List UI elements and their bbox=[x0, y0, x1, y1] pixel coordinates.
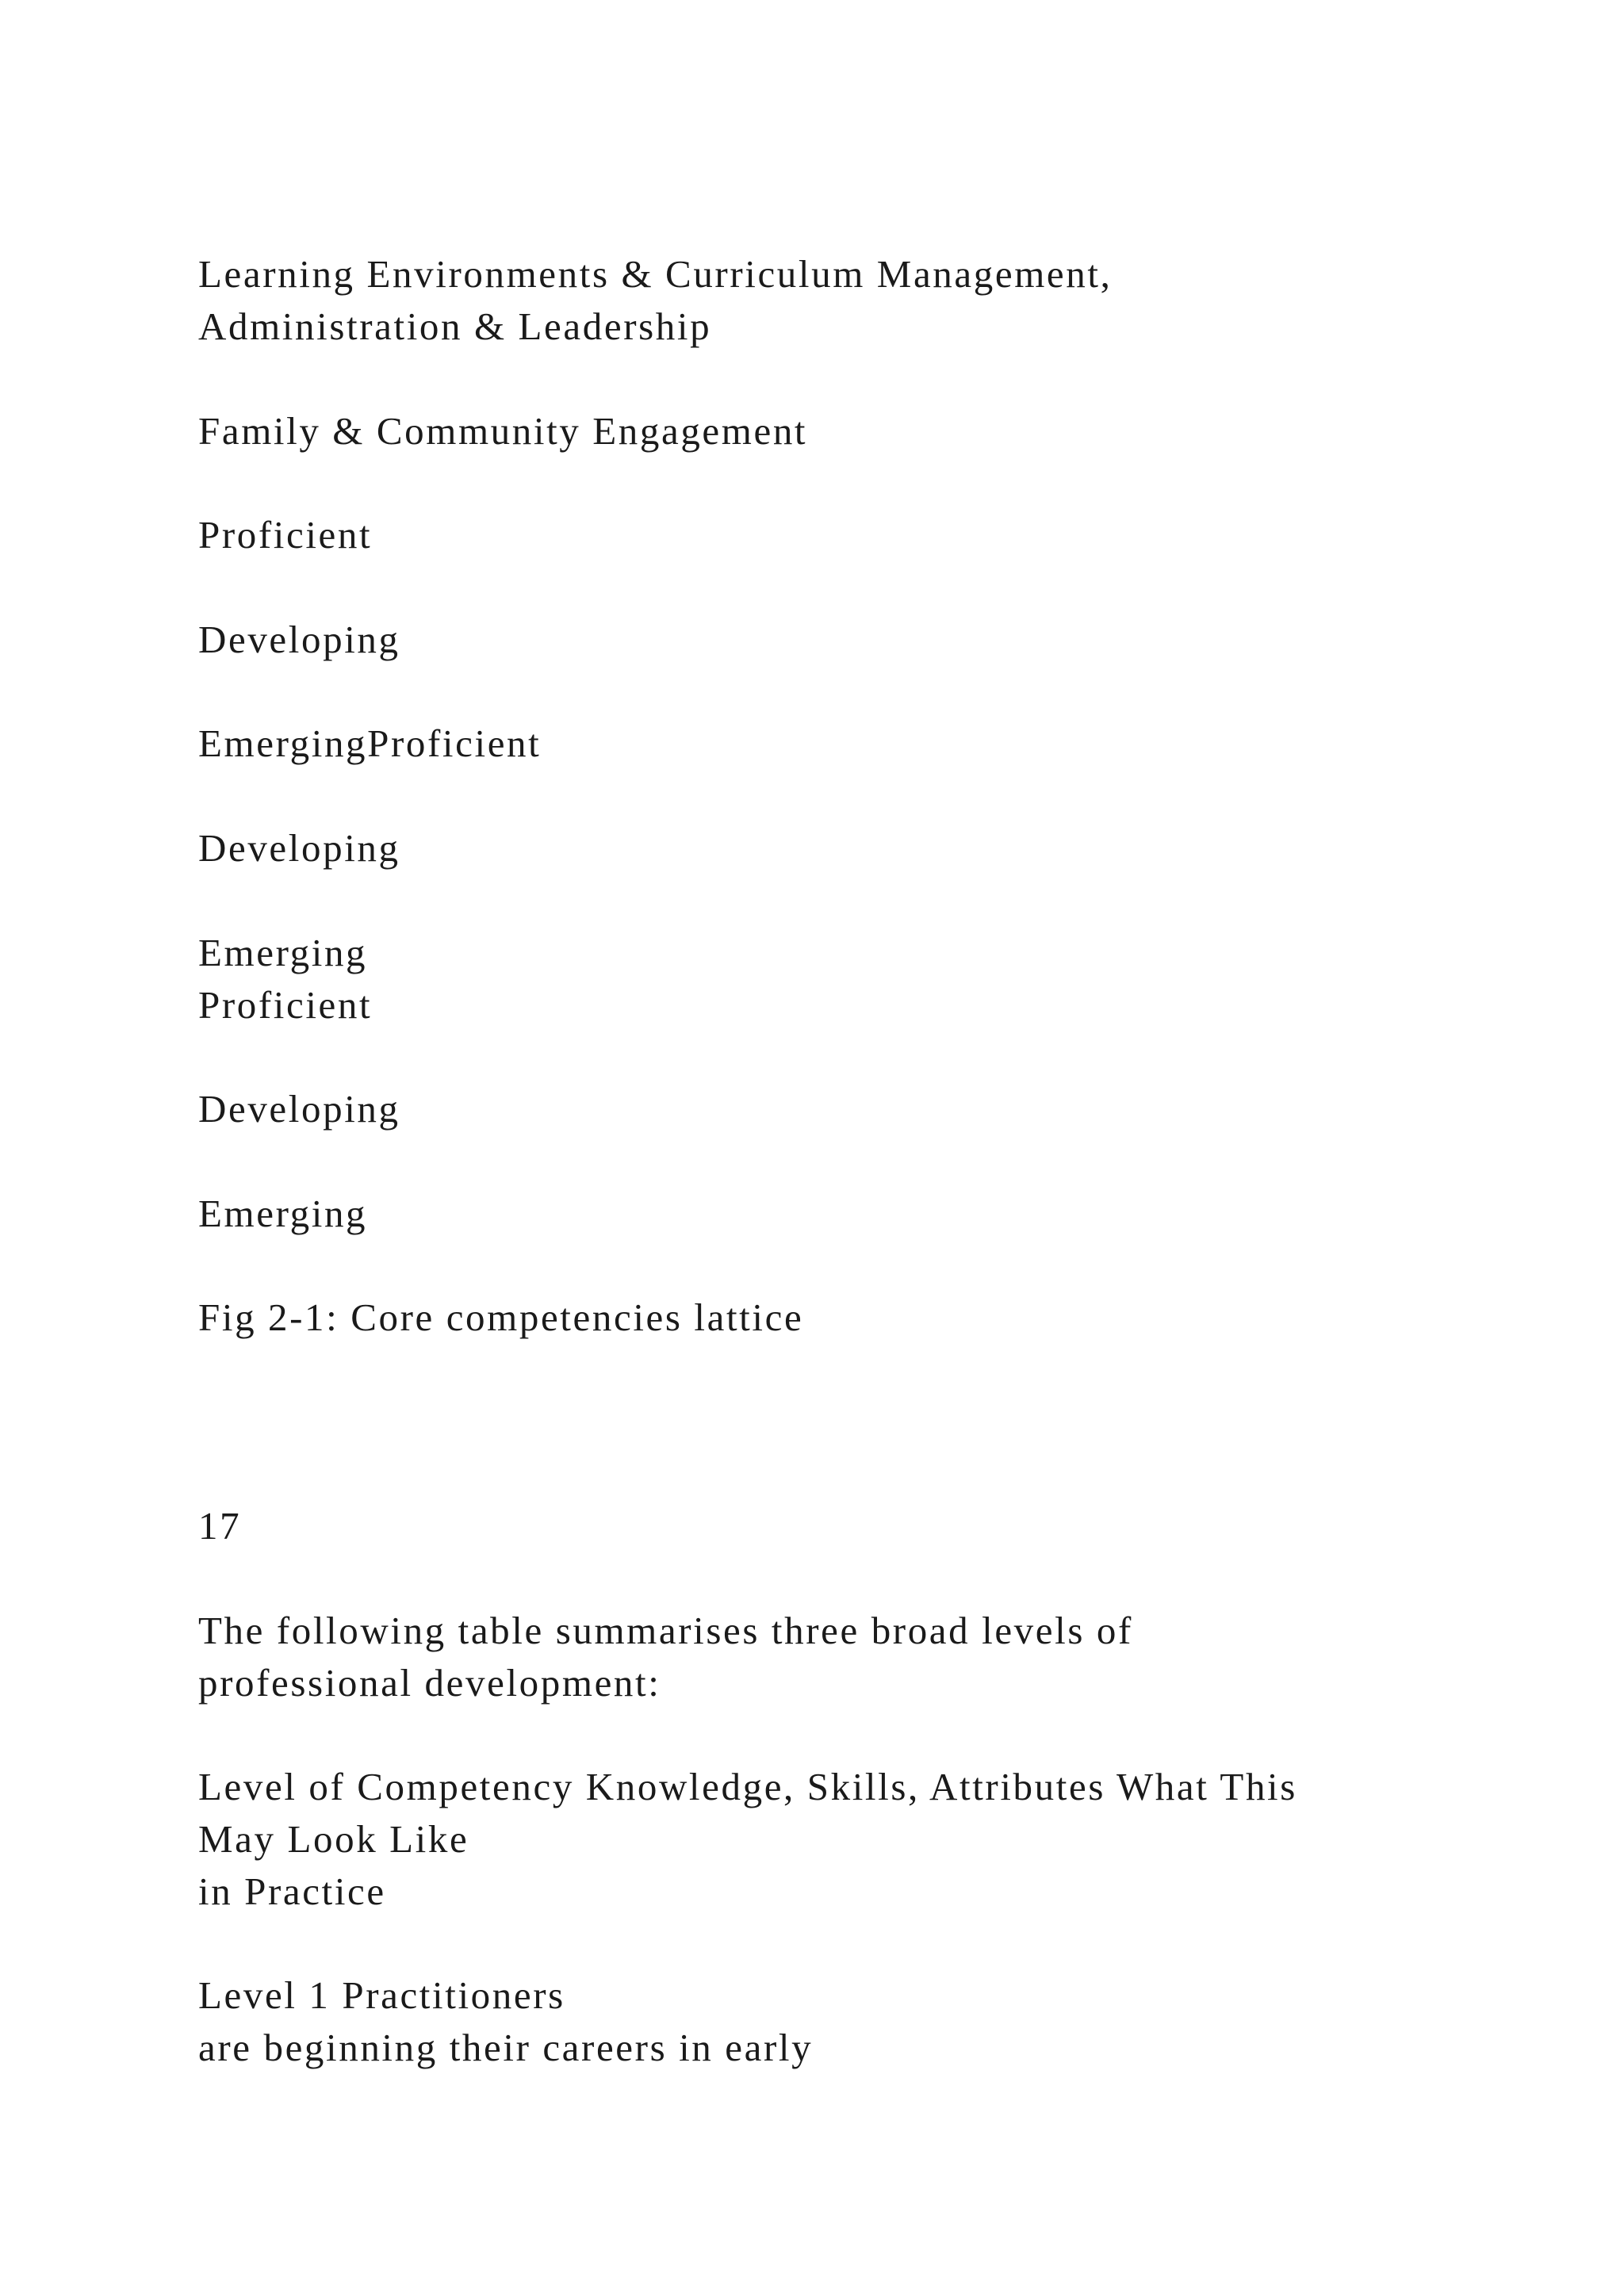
level1-line-1: Level 1 Practitioners bbox=[198, 1973, 565, 2017]
lattice-label: Developing bbox=[198, 826, 400, 870]
figure-caption: Fig 2-1: Core competencies lattice bbox=[198, 1295, 804, 1339]
page-number: 17 bbox=[198, 1504, 242, 1548]
table-header-line-1: Level of Competency Knowledge, Skills, Attributes What This bbox=[198, 1765, 1297, 1808]
lattice-label: Developing bbox=[198, 618, 400, 661]
level1-line-2: are beginning their careers in early bbox=[198, 2026, 814, 2069]
table-header-line-3: in Practice bbox=[198, 1869, 386, 1913]
heading-line-1: Learning Environments & Curriculum Management, bbox=[198, 252, 1113, 296]
lattice-label: Emerging bbox=[198, 1192, 368, 1235]
lattice-label: Emerging bbox=[198, 931, 368, 974]
intro-line-1: The following table summarises three broad levels of bbox=[198, 1609, 1133, 1652]
lattice-label: Proficient bbox=[198, 513, 373, 557]
family-engagement-label: Family & Community Engagement bbox=[198, 409, 808, 453]
lattice-label: Developing bbox=[198, 1087, 400, 1131]
heading-line-2: Administration & Leadership bbox=[198, 304, 712, 348]
lattice-label: Proficient bbox=[198, 983, 373, 1027]
table-header-line-2: May Look Like bbox=[198, 1817, 469, 1861]
lattice-label: EmergingProficient bbox=[198, 721, 542, 765]
intro-line-2: professional development: bbox=[198, 1661, 661, 1705]
